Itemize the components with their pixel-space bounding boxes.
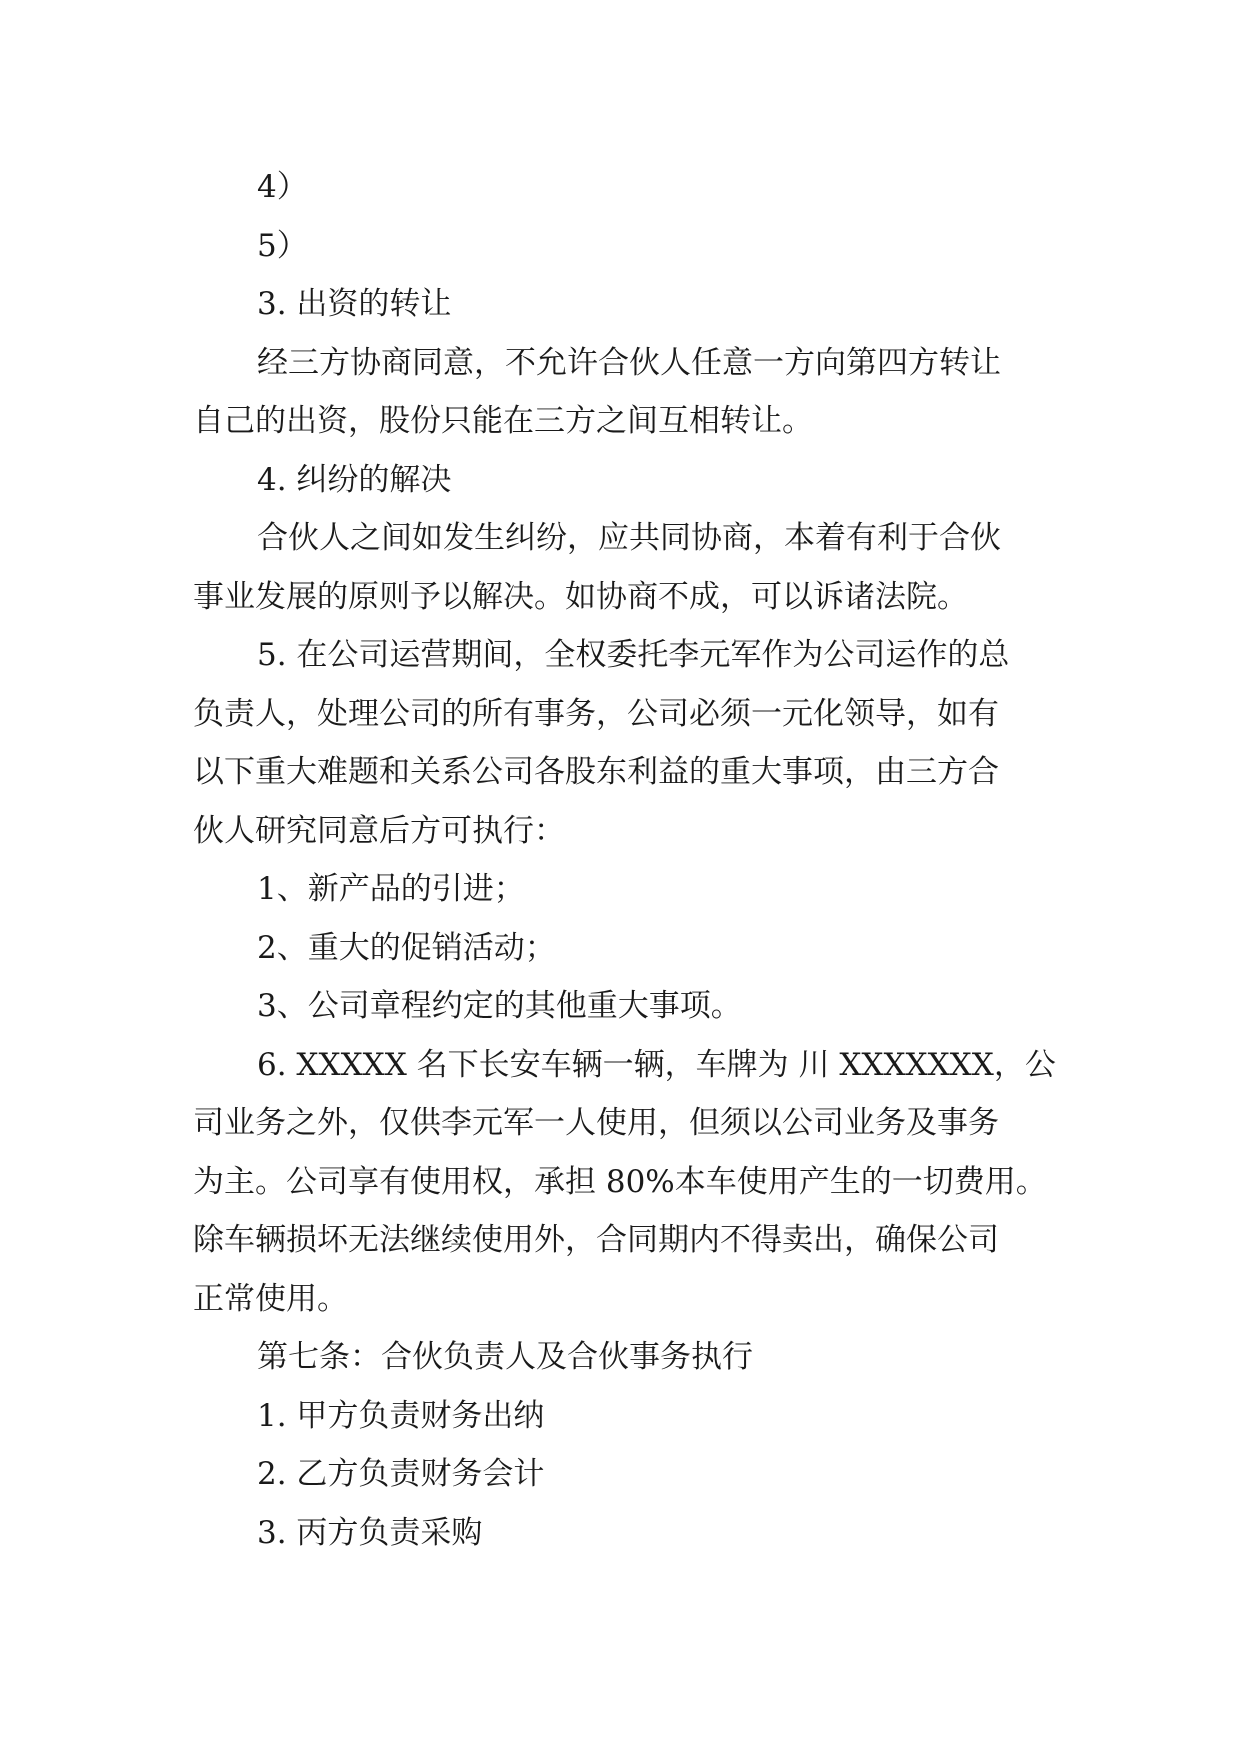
- text-line: 6. XXXXX 名下长安车辆一辆，车牌为 川 XXXXXXX，公: [257, 1046, 1056, 1083]
- text-line: 5）: [257, 227, 308, 264]
- list-item: 3、公司章程约定的其他重大事项。: [257, 988, 742, 1024]
- article-heading: 第七条：合伙负责人及合伙事务执行: [257, 1339, 753, 1375]
- text-line: 4）: [257, 169, 308, 205]
- text-line: 5. 在公司运营期间，全权委托李元军作为公司运作的总: [257, 637, 1010, 673]
- text-line: 自己的出资，股份只能在三方之间互相转让。: [193, 403, 813, 439]
- text-line: 事业发展的原则予以解决。如协商不成，可以诉诸法院。: [193, 578, 968, 615]
- list-item: 1、新产品的引进；: [257, 871, 525, 907]
- text-line: 除车辆损坏无法继续使用外，合同期内不得卖出，确保公司: [193, 1222, 999, 1258]
- text-line: 以下重大难题和关系公司各股东利益的重大事项，由三方合: [193, 754, 999, 790]
- text-line: 正常使用。: [193, 1280, 348, 1317]
- text-line: 合伙人之间如发生纠纷，应共同协商，本着有利于合伙: [257, 520, 1001, 556]
- document-body: [193, 158, 1056, 1562]
- list-item: 3. 丙方负责采购: [257, 1514, 483, 1551]
- list-item: 2. 乙方负责财务会计: [257, 1456, 545, 1492]
- list-item: 2、重大的促销活动；: [257, 929, 556, 966]
- section-heading: 3. 出资的转让: [257, 286, 452, 322]
- text-line: 伙人研究同意后方可执行：: [193, 812, 565, 849]
- section-heading: 4. 纠纷的解决: [257, 461, 452, 498]
- text-line: 为主。公司享有使用权，承担 80%本车使用产生的一切费用。: [193, 1163, 1047, 1200]
- text-line: 负责人，处理公司的所有事务，公司必须一元化领导，如有: [193, 695, 999, 732]
- list-item: 1. 甲方负责财务出纳: [257, 1397, 545, 1434]
- text-line: 经三方协商同意，不允许合伙人任意一方向第四方转让: [257, 344, 1001, 381]
- text-line: 司业务之外，仅供李元军一人使用，但须以公司业务及事务: [193, 1105, 999, 1141]
